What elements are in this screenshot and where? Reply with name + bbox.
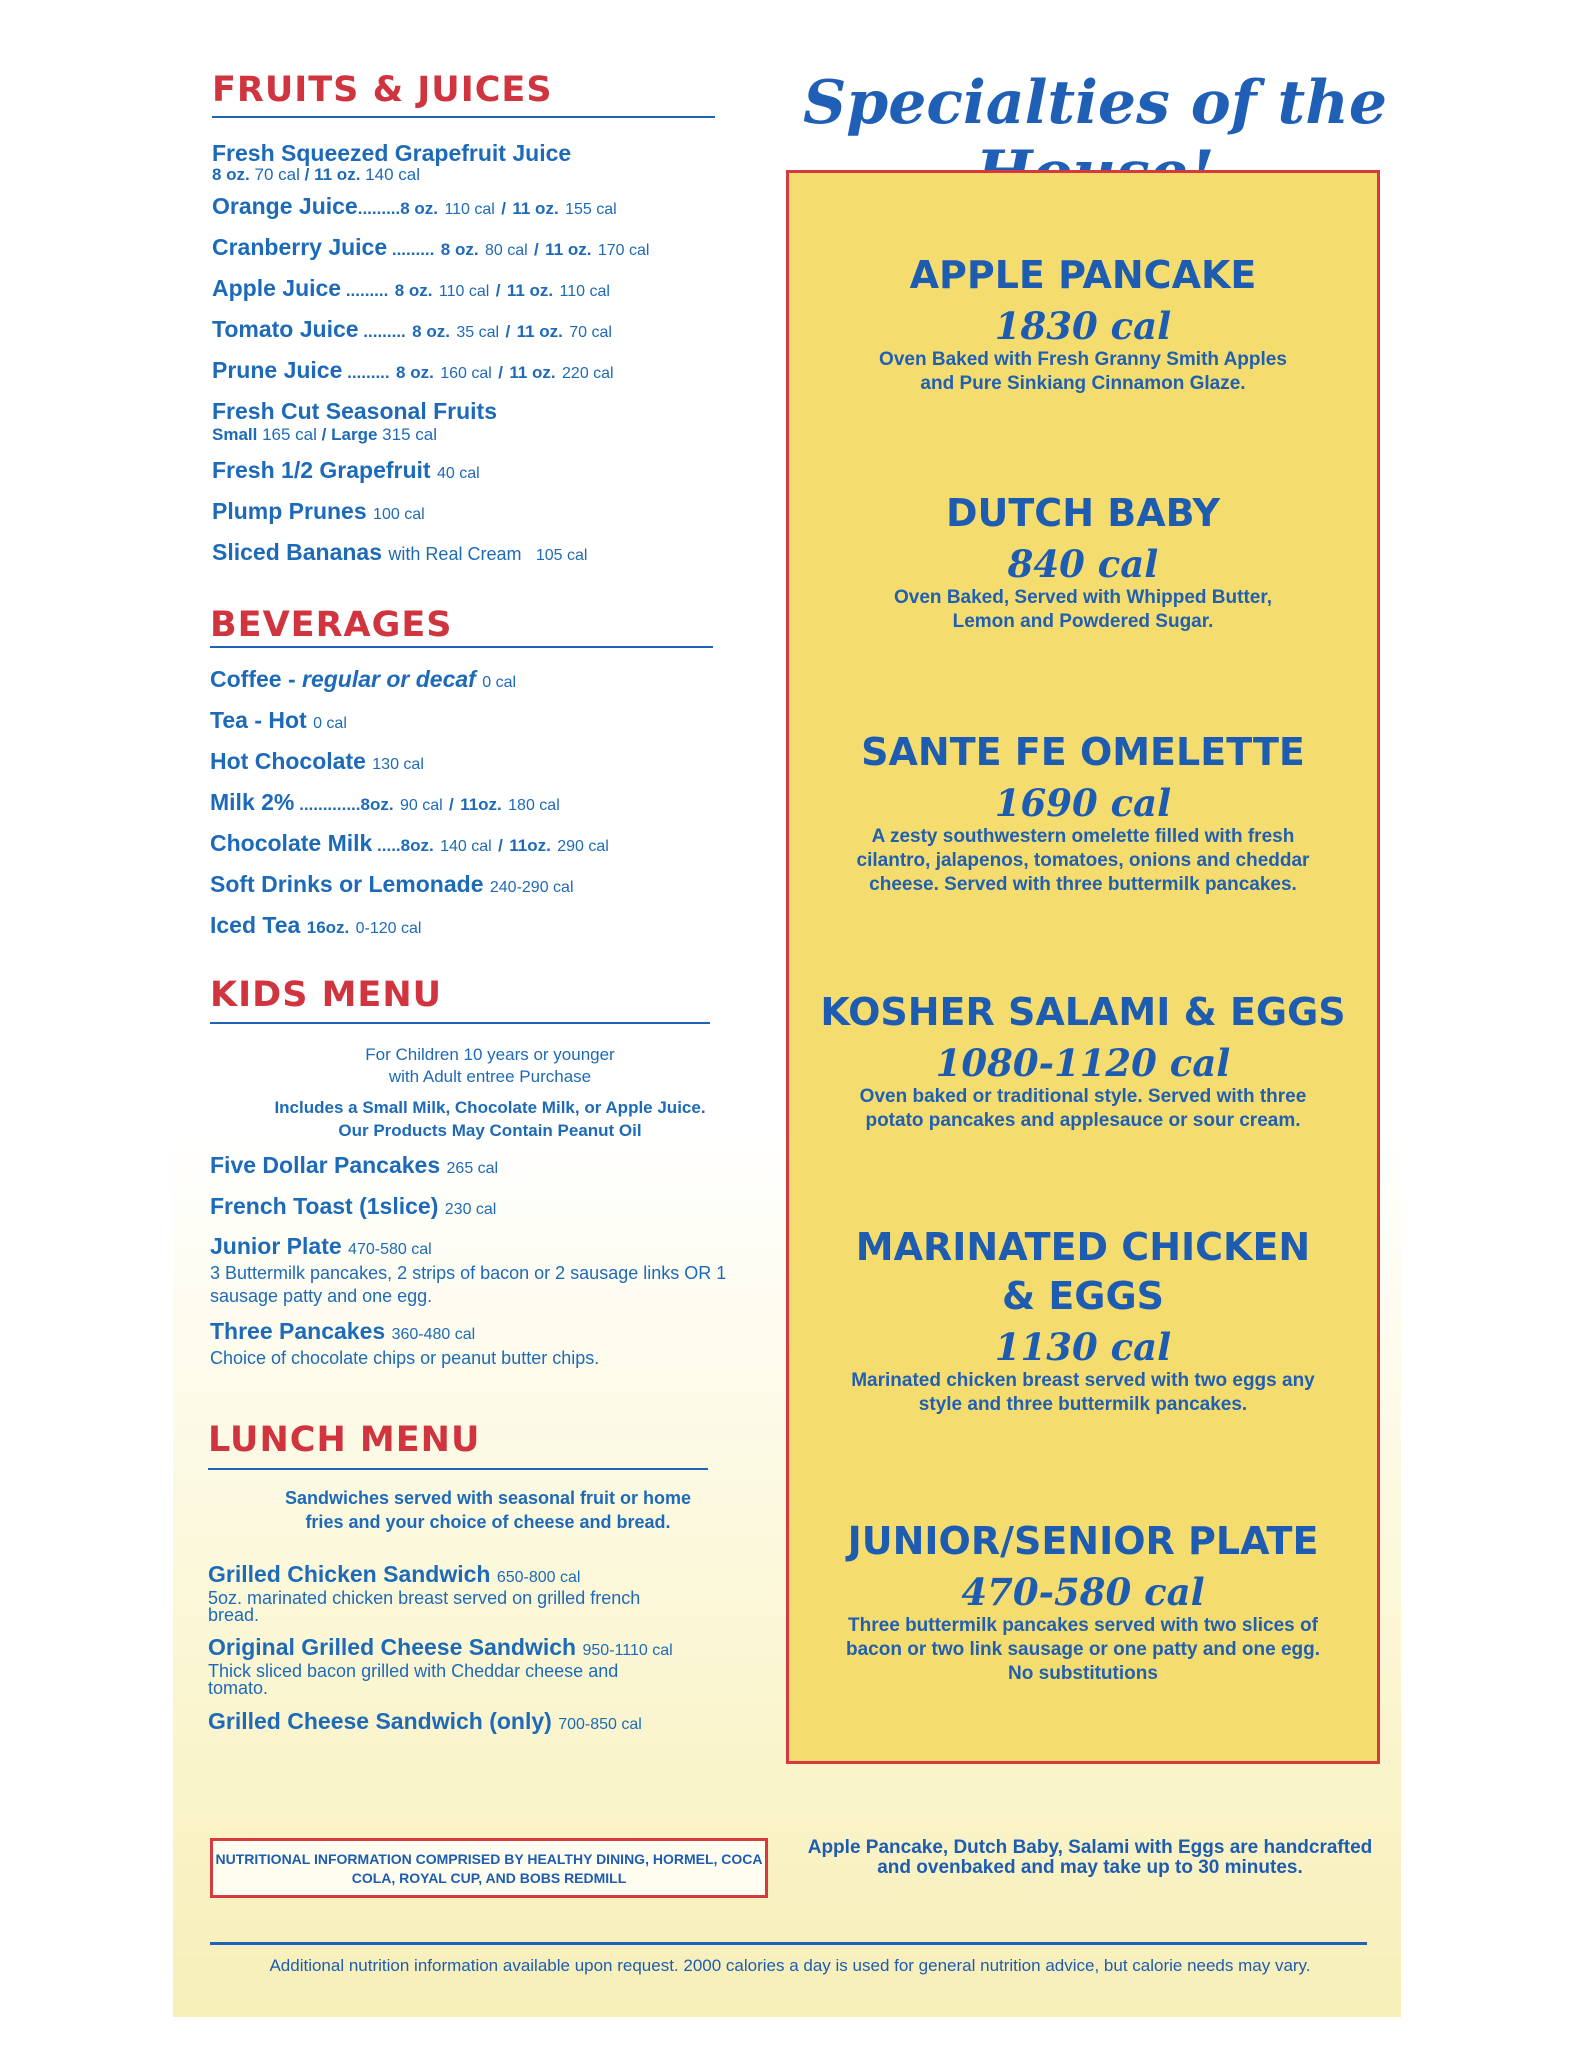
dish-description: Oven Baked, Served with Whipped Butter, Lemon and Powdered Sugar. <box>894 587 1272 632</box>
dish-name: DUTCH BABY <box>945 491 1220 535</box>
menu-item <box>210 1234 770 1308</box>
size-label: 8 oz. <box>396 363 434 382</box>
separator: / <box>498 836 503 855</box>
calories: 470-580 cal <box>348 1241 432 1258</box>
menu-item <box>210 748 770 778</box>
fruits-list <box>212 140 772 580</box>
separator: / <box>321 425 327 444</box>
calories: 155 cal <box>565 201 617 218</box>
menu-item <box>212 498 772 528</box>
item-description: Choice of chocolate chips or peanut butter chips. <box>210 1348 600 1368</box>
menu-item <box>208 1562 768 1624</box>
kids-title-rule <box>210 1022 710 1024</box>
calories: 220 cal <box>562 365 614 382</box>
item-name: Fresh Cut Seasonal Fruits <box>212 398 498 424</box>
item-name: Plump Prunes <box>212 498 367 524</box>
size-label: 8oz. <box>360 795 394 814</box>
calories: 140 cal <box>365 165 420 184</box>
calories: 35 cal <box>456 324 500 341</box>
calories: 180 cal <box>508 797 560 814</box>
size-label: 11 oz. <box>506 281 554 300</box>
menu-item <box>212 140 772 185</box>
calories: 110 cal <box>438 283 490 300</box>
item-name: Sliced Bananas <box>212 539 383 565</box>
lunch-title-rule <box>208 1468 708 1470</box>
item-name: Iced Tea <box>210 912 301 938</box>
footer-rule <box>210 1942 1367 1945</box>
item-variant: regular or decaf <box>302 666 476 692</box>
calories: 110 cal <box>444 201 495 218</box>
dish-description: A zesty southwestern omelette filled with fresh cilantro, jalapenos, tomatoes, onions and cheddar cheese. Served with three buttermilk pancakes. <box>856 826 1310 895</box>
leader-dots: ......... <box>357 199 401 218</box>
calories: 110 cal <box>559 283 610 300</box>
separator: / <box>498 363 503 382</box>
item-name: Coffee - <box>210 666 302 692</box>
calories: 240-290 cal <box>489 879 574 896</box>
item-name: Fresh Squeezed Grapefruit Juice <box>212 140 572 166</box>
item-name: Hot Chocolate <box>210 748 366 774</box>
item-description: 3 Buttermilk pancakes, 2 strips of bacon or 2 sausage links OR 1 sausage patty and one egg. <box>210 1263 727 1306</box>
item-name: French Toast (1slice) <box>210 1193 439 1219</box>
kids-note-line: with Adult entree Purchase <box>388 1067 592 1086</box>
size-label: 8 oz. <box>400 199 439 218</box>
item-name: Tea - Hot <box>210 707 307 733</box>
leader-dots: ......... <box>387 240 435 259</box>
item-name: Three Pancakes <box>210 1318 386 1344</box>
menu-item <box>212 234 772 264</box>
item-name: Tomato Juice <box>212 316 359 342</box>
beverages-title-rule <box>210 646 713 648</box>
menu-item <box>210 912 770 942</box>
dish-description: Oven Baked with Fresh Granny Smith Apples and Pure Sinkiang Cinnamon Glaze. <box>879 349 1287 394</box>
fruits-title-rule <box>212 116 715 118</box>
item-description: 5oz. marinated chicken breast served on grilled french bread. <box>208 1588 641 1625</box>
calories: 315 cal <box>382 425 437 444</box>
menu-item <box>208 1708 768 1738</box>
item-name: Soft Drinks or Lemonade <box>210 871 484 897</box>
item-description: Thick sliced bacon grilled with Cheddar cheese and tomato. <box>208 1661 619 1698</box>
calories: 265 cal <box>446 1160 499 1177</box>
size-label: 16oz. <box>306 918 350 937</box>
footer-disclaimer: Additional nutrition information available upon request. 2000 calories a day is used for general nutrition advice, but calorie needs may vary. <box>269 1956 1311 1975</box>
item-name: Original Grilled Cheese Sandwich <box>208 1634 577 1660</box>
specialties-heading: Specialties of the <box>802 68 1388 138</box>
menu-item <box>210 789 770 819</box>
size-label: 8 oz. <box>394 281 433 300</box>
size-label: Small <box>212 425 258 444</box>
lunch-section-title: LUNCH MENU <box>208 1420 481 1460</box>
dish-description: Oven baked or traditional style. Served with three potato pancakes and applesauce or sour cream. <box>859 1086 1307 1131</box>
calories: 950-1110 cal <box>582 1642 673 1659</box>
size-label: 11 oz. <box>512 199 559 218</box>
leader-dots: ......... <box>358 322 406 341</box>
size-label: 8oz. <box>400 836 434 855</box>
item-name: Orange Juice <box>212 193 358 219</box>
size-label: 11oz. <box>460 795 502 814</box>
item-name: Milk 2% <box>210 789 295 815</box>
dish-calories: 1080-1120 cal <box>935 1041 1231 1085</box>
kids-peanut-warning: Our Products May Contain Peanut Oil <box>338 1121 642 1140</box>
kids-note <box>210 1044 770 1088</box>
menu-item <box>210 1193 770 1223</box>
specialty-dish <box>789 489 1377 634</box>
size-label: 11oz. <box>509 836 551 855</box>
size-label: 8 oz. <box>412 322 450 341</box>
calories: 0-120 cal <box>355 920 422 937</box>
separator: / <box>449 795 454 814</box>
nutrition-source-box: NUTRITIONAL INFORMATION COMPRISED BY HEALTHY DINING, HORMEL, COCA COLA, ROYAL CUP, AND BOBS REDMILL <box>210 1838 768 1898</box>
fruits-section-title: FRUITS & JUICES <box>212 70 553 110</box>
calories: 130 cal <box>372 756 424 773</box>
specialty-dish <box>789 1223 1377 1417</box>
calories: 165 cal <box>262 425 317 444</box>
beverages-section-title: BEVERAGES <box>210 605 453 645</box>
kids-note-line: For Children 10 years or younger <box>365 1045 615 1064</box>
leader-dots: ......... <box>341 281 389 300</box>
kids-includes-line: Includes a Small Milk, Chocolate Milk, or Apple Juice. <box>274 1098 706 1117</box>
kids-includes-note <box>210 1096 770 1142</box>
calories: 90 cal <box>399 797 443 814</box>
menu-item <box>212 398 772 445</box>
menu-item <box>212 457 772 487</box>
calories: 105 cal <box>535 547 588 564</box>
size-label: 8 oz. <box>212 165 250 184</box>
specialty-dish <box>789 988 1377 1133</box>
size-label: Large <box>331 425 378 444</box>
menu-item <box>212 539 772 569</box>
item-name: Grilled Chicken Sandwich <box>208 1561 491 1587</box>
calories: 0 cal <box>482 674 517 691</box>
specialty-dish <box>789 728 1377 897</box>
calories: 160 cal <box>440 365 492 382</box>
calories: 290 cal <box>557 838 609 855</box>
item-note: with Real Cream <box>388 544 522 564</box>
menu-item <box>210 1319 770 1370</box>
separator: / <box>495 281 501 300</box>
menu-item <box>210 830 770 860</box>
specialties-box <box>786 170 1380 1764</box>
specialty-dish <box>789 1517 1377 1686</box>
dish-description: Three buttermilk pancakes served with two slices of bacon or two link sausage or one patty and one egg. No substitutions <box>845 1615 1321 1684</box>
calories: 230 cal <box>444 1201 497 1218</box>
menu-item <box>212 357 772 387</box>
size-label: 11 oz. <box>545 240 592 259</box>
beverages-list <box>210 666 770 953</box>
menu-item <box>212 193 772 223</box>
calories: 140 cal <box>440 838 492 855</box>
dish-description: Marinated chicken breast served with two eggs any style and three buttermilk pancakes. <box>851 1370 1315 1415</box>
calories: 650-800 cal <box>496 1569 581 1586</box>
calories: 70 cal <box>254 165 300 184</box>
dish-calories: 470-580 cal <box>961 1570 1205 1614</box>
menu-item <box>210 1152 770 1182</box>
separator: / <box>304 165 310 184</box>
item-name: Junior Plate <box>210 1233 342 1259</box>
lunch-intro <box>208 1486 768 1534</box>
dish-calories: 1690 cal <box>994 781 1172 825</box>
size-label: 11 oz. <box>509 363 556 382</box>
leader-dots: ......... <box>342 363 390 382</box>
lunch-intro-line: Sandwiches served with seasonal fruit or home <box>284 1488 692 1508</box>
dish-calories: 1830 cal <box>994 304 1172 348</box>
calories: 100 cal <box>373 506 425 523</box>
menu-item <box>208 1635 768 1697</box>
dish-name: SANTE FE OMELETTE <box>861 730 1305 774</box>
dish-name: JUNIOR/SENIOR PLATE <box>847 1519 1319 1563</box>
menu-item <box>212 275 772 305</box>
item-name: Apple Juice <box>212 275 342 301</box>
dish-name: MARINATED CHICKEN & EGGS <box>855 1225 1311 1318</box>
specialty-dish <box>789 251 1377 396</box>
menu-item <box>212 316 772 346</box>
item-name: Fresh 1/2 Grapefruit <box>212 457 431 483</box>
leader-dots: ............. <box>294 795 361 814</box>
dish-name: APPLE PANCAKE <box>909 253 1257 297</box>
size-label: 11 oz. <box>516 322 563 341</box>
calories: 0 cal <box>313 715 347 732</box>
menu-item <box>210 707 770 737</box>
separator: / <box>534 240 539 259</box>
calories: 360-480 cal <box>391 1326 476 1343</box>
item-name: Five Dollar Pancakes <box>210 1152 441 1178</box>
item-name: Cranberry Juice <box>212 234 388 260</box>
calories: 70 cal <box>569 324 612 341</box>
leader-dots: ..... <box>372 836 401 855</box>
handcrafted-note: Apple Pancake, Dutch Baby, Salami with Eggs are handcrafted and ovenbaked and may take up to 30 minutes. <box>807 1837 1373 1878</box>
calories: 80 cal <box>484 242 528 259</box>
dish-calories: 840 cal <box>1007 542 1159 586</box>
calories: 170 cal <box>597 242 650 259</box>
size-label: 11 oz. <box>314 165 361 184</box>
item-name: Chocolate Milk <box>210 830 373 856</box>
separator: / <box>505 322 511 341</box>
lunch-intro-line: fries and your choice of cheese and bread. <box>305 1512 671 1532</box>
separator: / <box>501 199 506 218</box>
dish-name: KOSHER SALAMI & EGGS <box>820 990 1346 1034</box>
lunch-list <box>208 1486 768 1749</box>
item-name: Grilled Cheese Sandwich (only) <box>208 1708 552 1734</box>
calories: 700-850 cal <box>558 1716 642 1733</box>
kids-section-title: KIDS MENU <box>210 975 443 1015</box>
dish-calories: 1130 cal <box>994 1325 1172 1369</box>
menu-item <box>210 871 770 901</box>
size-label: 8 oz. <box>440 240 479 259</box>
menu-item <box>210 666 770 696</box>
kids-list <box>210 1044 770 1381</box>
calories: 40 cal <box>436 465 480 482</box>
item-name: Prune Juice <box>212 357 343 383</box>
